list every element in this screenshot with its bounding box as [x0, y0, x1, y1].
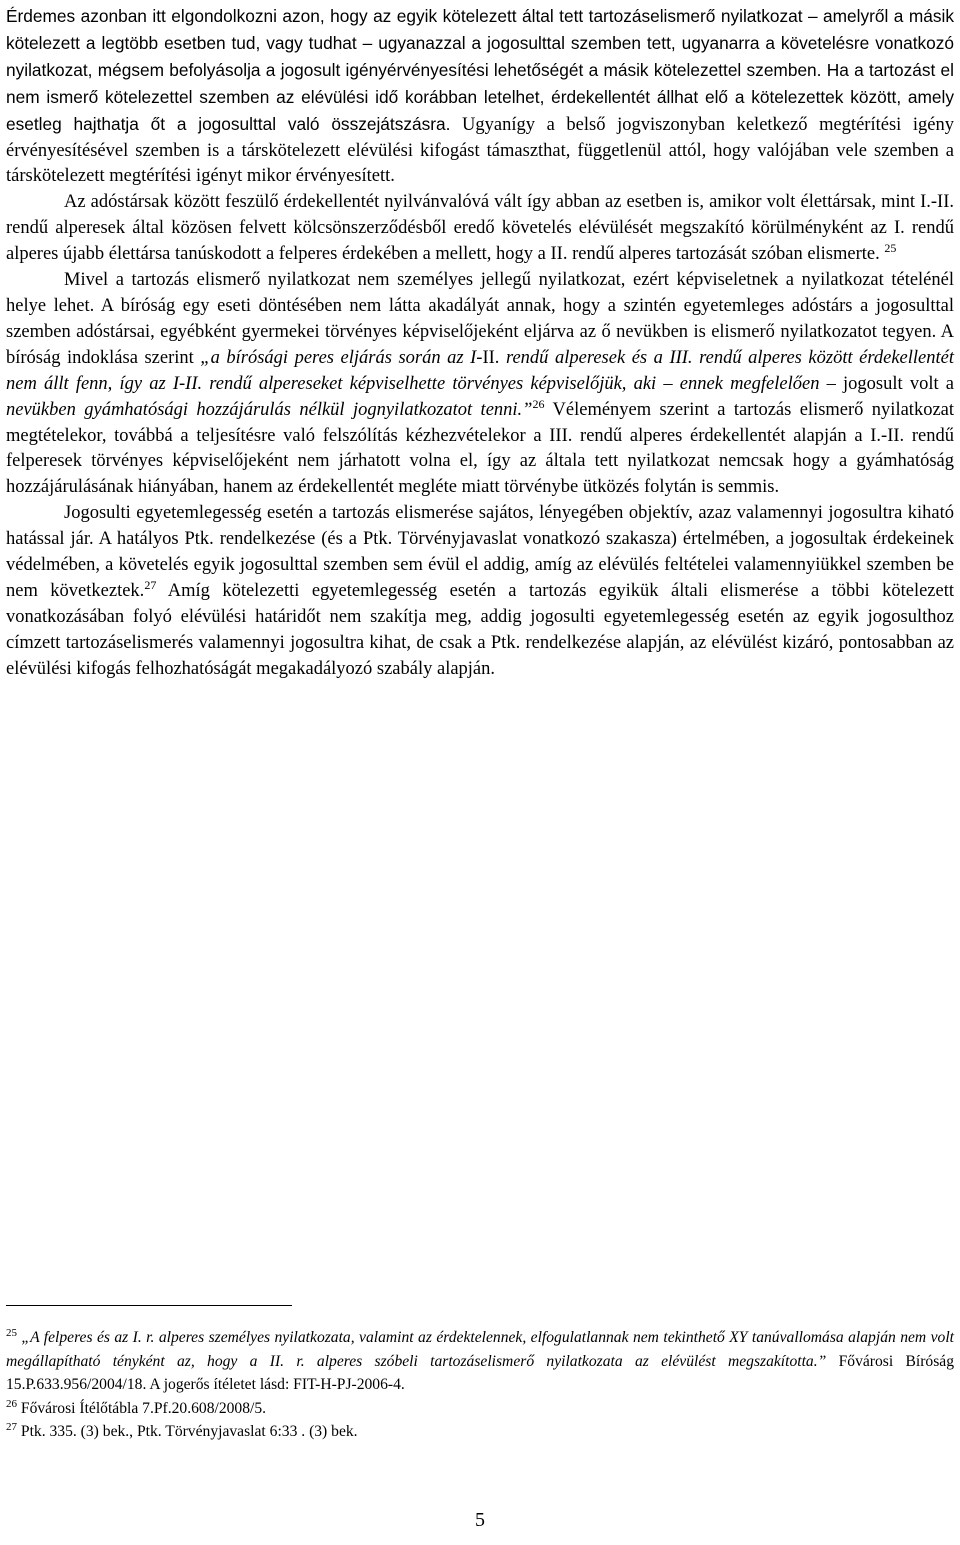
footnote-reference: 27	[6, 1421, 17, 1433]
footnote-reference: 27	[144, 577, 157, 592]
footnote-reference: 26	[6, 1397, 17, 1410]
text-run: Az adóstársak között feszülő érdekellentét nyilvánvalóvá vált így abban az esetben is, amikor volt élettársak, mint I.-II. rendű alperesek által közösen felvett kölcsönszerződésből eredő követelés elévülését megszakító körülményként az I. rendű alperes újabb élettársa tanúskodott a felperes érdekében a mellett, hogy a II. rendű alperes tartozását szóban elismerte.	[6, 192, 954, 265]
footnote-reference: 26	[532, 396, 545, 411]
footnote	[6, 1397, 954, 1421]
footnote-reference: 25	[6, 1327, 17, 1339]
text-run: Jogosulti egyetemlegesség esetén a tartozás elismerése sajátos, lényegében objektív, azaz valamennyi jogosultra kiható hatással jár. A hatályos Ptk. rendelkezése (és a Ptk. Törvényjavaslat vonatkozó szakasza) értelmében, a jogosultak érdekeinek védelmében, a követelés egyik jogosulttal szemben sem évül el addig, amíg az elévülés feltételei valamennyiükkel szemben be nem következtek.	[6, 503, 954, 601]
paragraph	[6, 4, 954, 190]
body-text	[6, 4, 954, 683]
footnote	[6, 1420, 954, 1444]
text-run: Fővárosi Ítélőtábla 7.Pf.20.608/2008/5.	[17, 1399, 267, 1417]
footnotes	[6, 1326, 954, 1444]
page-number: 5	[475, 1509, 485, 1531]
text-run: – jogosult volt a	[819, 373, 954, 394]
italic-text: „a bírósági peres eljárás során az I-	[200, 347, 483, 368]
text-run: Véleményem szerint a tartozás elismerő nyilatkozat megtételekor, továbbá a teljesítésre való felszólítás kézhezvételekor a III. rendű alperes érdekellentét alapján a I.-II. rendű felperesek törvényes képviselőjeként nem járhatott volna el, így az általa tett nyilatkozat nemcsak hogy a gyámhatóság hozzájárulásának hiányában, hanem az érdekellentét megléte miatt törvénybe ütközés folytán is semmis.	[6, 399, 955, 498]
footnote-separator	[6, 1305, 292, 1306]
italic-text: „A felperes és az I. r. alperes személyes nyilatkozata, valamint az érdektelennek, elfogulatlannak nem tekinthető XY tanúvallomása alapján nem volt megállapítható tényként az, hogy a II. r. alperes szóbeli tartozáselismerő nyilatkozata az elévülést megszakította.”	[6, 1329, 954, 1370]
italic-text: rendű alperesek és a III. rendű alperes között érdekellentét nem állt fenn, így az I-II. rendű alpereseket képviselhette törvényes képviselőjük, aki – ennek megfelelően	[6, 347, 954, 394]
text-run: Érdemes azonban itt elgondolkozni azon, hogy az egyik kötelezett által tett tartozáselismerő nyilatkozat – amelyről a másik kötelezett a legtöbb esetben tud, vagy tudhat – ugyanazzal a jogosulttal szemben tett, ugyanarra a követelésre vonatkozó nyilatkozat, mégsem befolyásolja a jogosult igényérvényesítési lehetőségét a másik kötelezettel szemben.	[6, 6, 954, 80]
text-run: Ptk. 335. (3) bek., Ptk. Törvényjavaslat 6:33 . (3) bek.	[17, 1423, 358, 1440]
text-run: Fővárosi Bíróság 15.P.633.956/2004/18. A jogerős ítéletet lásd: FIT-H-PJ-2006-4.	[6, 1352, 954, 1393]
footnote	[6, 1326, 954, 1397]
text-run: Ugyanígy a belső jogviszonyban keletkező megtérítési igény érvényesítésével szemben is a társkötelezett elévülési kifogást támaszthat, függetlenül attól, hogy valójában vele szemben a társkötelezett megtérítési igényt mikor érvényesített.	[6, 114, 954, 187]
paragraph	[6, 190, 954, 268]
paragraph	[6, 501, 954, 682]
text-run: Mivel a tartozás elismerő nyilatkozat nem személyes jellegű nyilatkozat, ezért képviseletnek a nyilatkozat tételénél helye lehet. A bíróság egy eseti döntésében nem látta akadályát annak, hogy a szintén egyetemleges adóstárs a jogosulttal szemben adóstársai, egyébként gyermekei törvényes képviselőjeként eljárva az ő nevükben is elismerő nyilatkozatot tegyen. A bíróság indoklása szerint	[6, 270, 954, 368]
text-run: Amíg kötelezetti egyetemlegesség esetén a tartozás egyikük általi elismerése a többi kötelezett vonatkozásában folyó elévülési határidőt nem szakítja meg, addig jogosulti egyetemlegesség esetén az egyik jogosulthoz címzett tartozáselismerés valamennyi jogosultra kihat, de csak a Ptk. rendelkezése alapján, az elévülést kizáró, pontosabban az elévülési kifogás felhozhatóságát megakadályozó szabály alapján.	[6, 580, 954, 679]
italic-text: nevükben gyámhatósági hozzájárulás nélkül jognyilatkozatot tenni.”	[6, 399, 533, 420]
text-run: II.	[482, 347, 506, 368]
text-run: Ha a tartozást el nem ismerő kötelezettel szemben az elévülési idő korábban letelhet, érdekellentét állhat elő a kötelezettek között, amely esetleg hajthatja őt a jogosulttal való összejátszásra.	[6, 59, 954, 134]
footnote-reference: 25	[884, 241, 897, 256]
paragraph	[6, 268, 954, 501]
